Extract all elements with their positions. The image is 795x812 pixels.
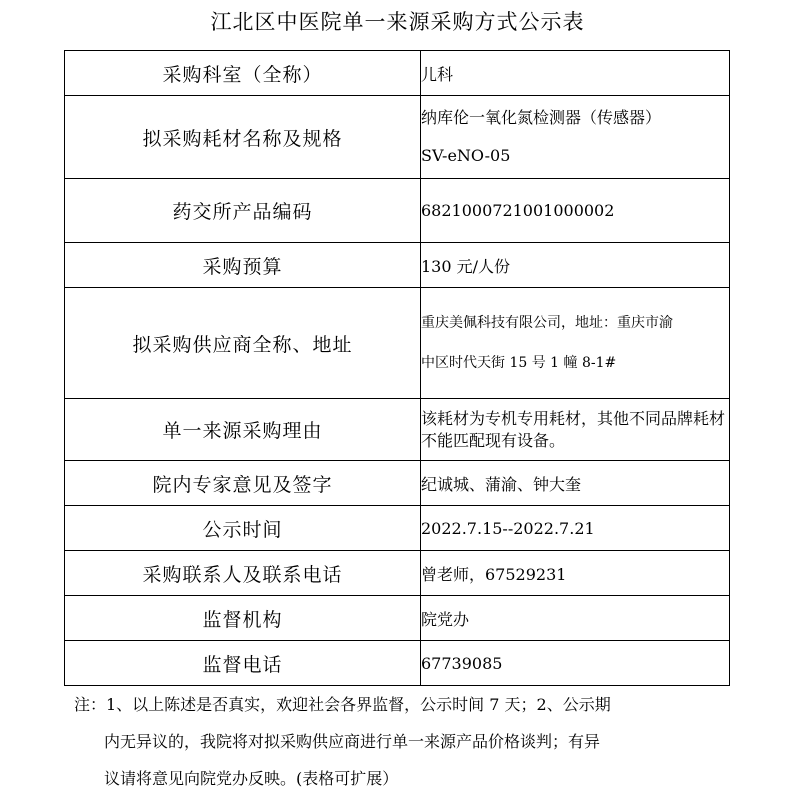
footnote-line-2: 内无异议的，我院将对拟采购供应商进行单一来源产品价格谈判；有异 [104,732,601,751]
row-value-reason: 该耗材为专机专用耗材，其他不同品牌耗材不能匹配现有设备。 [421,399,730,461]
row-label-department: 采购科室（全称） [65,51,421,96]
footnote [74,686,714,797]
table-row [65,506,730,551]
row-label-supervisor: 监督机构 [65,596,421,641]
notice-table [64,50,730,686]
row-label-item-spec: 拟采购耗材名称及规格 [65,96,421,179]
row-value-contact: 曾老师，67529231 [421,551,730,596]
row-label-notice-period: 公示时间 [65,506,421,551]
page-title: 江北区中医院单一来源采购方式公示表 [210,10,585,34]
table-row [65,288,730,399]
table-row [65,243,730,288]
row-value-supplier [421,288,730,399]
row-value-supervisor: 院党办 [421,596,730,641]
row-value-notice-period: 2022.7.15--2022.7.21 [421,506,730,551]
table-row [65,96,730,179]
row-label-experts: 院内专家意见及签字 [65,461,421,506]
row-value-product-code: 6821000721001000002 [421,179,730,243]
row-label-supervisor-phone: 监督电话 [65,641,421,686]
item-name: 纳库伦一氧化氮检测器（传感器） [421,108,662,127]
row-value-item-spec [421,96,730,179]
row-value-supervisor-phone: 67739085 [421,641,730,686]
table-row [65,179,730,243]
item-spec: SV-eNO-05 [421,146,511,165]
row-label-supplier: 拟采购供应商全称、地址 [65,288,421,399]
footnote-line-1: 注：1、以上陈述是否真实，欢迎社会各界监督，公示时间 7 天；2、公示期 [74,695,611,714]
row-value-budget: 130 元/人份 [421,243,730,288]
footnote-line-3: 议请将意见向院党办反映。(表格可扩展） [104,769,399,788]
table-row [65,551,730,596]
table-row [65,461,730,506]
table-row [65,399,730,461]
table-row [65,51,730,96]
row-value-experts: 纪诚城、蒲渝、钟大奎 [421,461,730,506]
table-row [65,641,730,686]
supplier-address: 中区时代天街 15 号 1 幢 8-1# [421,355,617,371]
table-row [65,596,730,641]
row-label-product-code: 药交所产品编码 [65,179,421,243]
row-label-reason: 单一来源采购理由 [65,399,421,461]
row-value-department: 儿科 [421,51,730,96]
supplier-name: 重庆美佩科技有限公司，地址：重庆市渝 [421,315,673,331]
row-label-budget: 采购预算 [65,243,421,288]
row-label-contact: 采购联系人及联系电话 [65,551,421,596]
